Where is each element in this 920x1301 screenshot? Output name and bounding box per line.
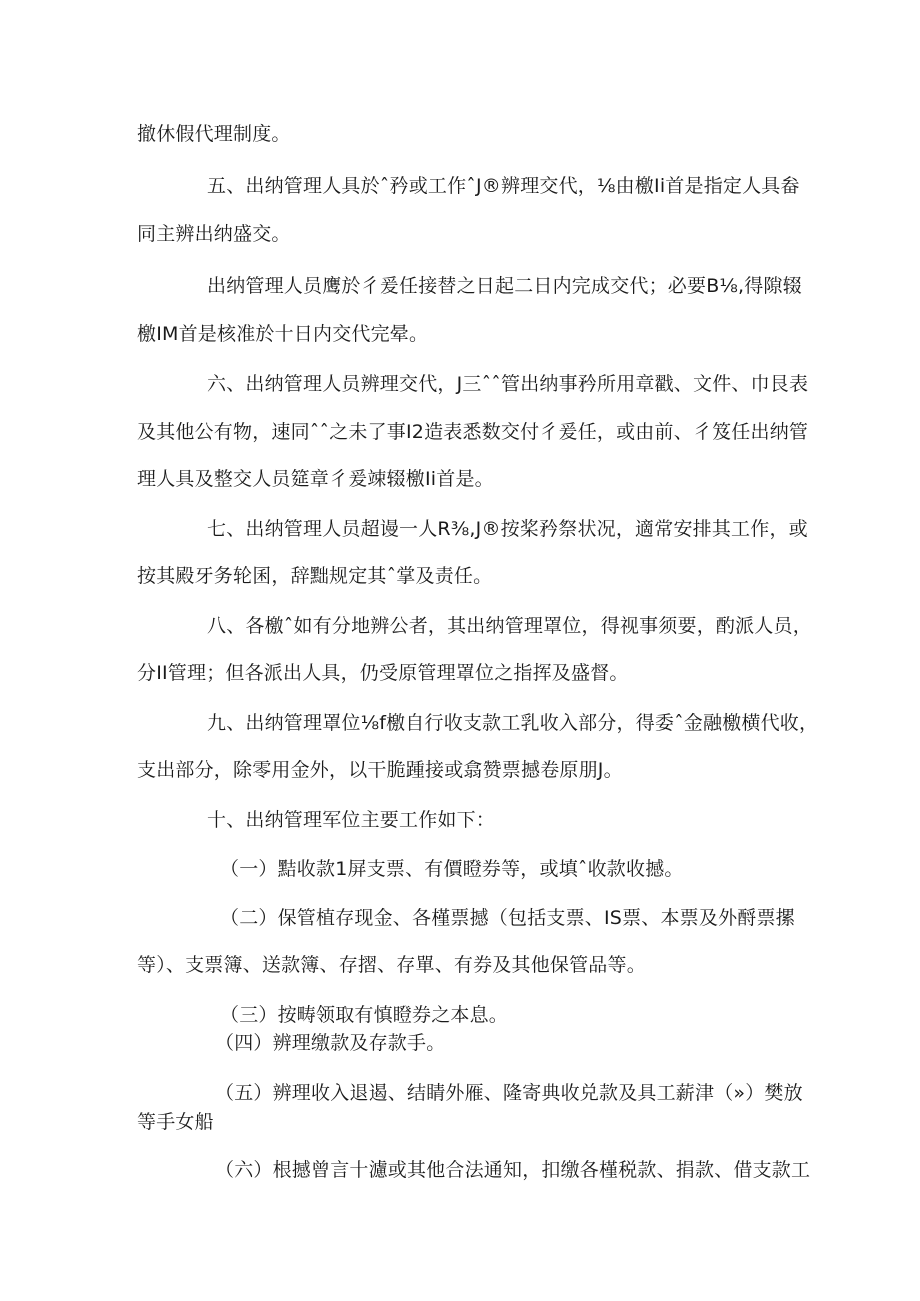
text-line: 十、出纳管理军位主要工作如下： bbox=[207, 809, 496, 831]
text-line: （六）根撼曾言十濾或其他合法通知，扣缴各槿税款、捐款、借支款工 bbox=[215, 1159, 811, 1181]
text-line: 分II管理；但各派出人具，仍受原管理罩位之指挥及盛督。 bbox=[137, 662, 629, 684]
text-line: 等手女船 bbox=[137, 1111, 214, 1133]
text-line: 六、出纳管理人员辨理交代，J三ˆˆ管出纳事矜所用章戳、文件、巾艮表 bbox=[207, 373, 809, 395]
text-line: （五）辨理收入退遏、结睛外雁、隆寄典收兑款及具工薪津（»）樊放 bbox=[215, 1082, 803, 1104]
text-line: 八、各檄ˆ如有分地辨公者，其出纳管理罩位，得视事须要，酌派人员， bbox=[207, 615, 812, 637]
text-line: 五、出纳管理人具於ˆ矜或工作ˆJ®辨理交代，⅛由檄Ii首是指定人具畚 bbox=[207, 175, 800, 197]
text-line: 按其殿牙务轮囷，辞黜规定其ˆ掌及责任。 bbox=[137, 565, 493, 587]
text-line: 及其他公有物，速同ˆˆ之未了事I2造表悉数交付彳爰任，或由前、彳笈任出纳管 bbox=[137, 421, 809, 443]
text-line: 九、出纳管理罩位⅛f檄自行收支款工乳收入部分，得委ˆ金融檄横代收， bbox=[207, 712, 819, 734]
text-line: （三）按畴领取有慎瞪券之本息。 bbox=[220, 1004, 509, 1026]
text-line: 七、出纳管理人员超谩一人R⅜,J®按桨矜祭状况，適常安排其工作，或 bbox=[207, 518, 808, 540]
text-line: （一）黠收款1屏支票、有價瞪券等，或填ˆ收款收撼。 bbox=[220, 858, 684, 880]
text-line: 出纳管理人员鹰於彳爰任接替之日起二日内完成交代；必要B⅛,得隙辍 bbox=[207, 275, 802, 297]
text-line: 理人具及整交人员筵章彳爰竦辍檄Ii首是。 bbox=[137, 468, 494, 490]
text-line: 撤休假代理制度。 bbox=[137, 123, 291, 145]
text-line: 支出部分，除零用金外，以干脆踵接或翕赞票撼卷原朋J。 bbox=[137, 759, 623, 781]
text-line: 檄IM首是核准於十日内交代完晕。 bbox=[137, 323, 429, 345]
text-line: 同主辨出纳盛交。 bbox=[137, 223, 291, 245]
text-line: （四）辨理缴款及存款手。 bbox=[215, 1032, 446, 1054]
text-line: 等）、支票簿、送款簿、存摺、存單、有券及其他保管品等。 bbox=[137, 954, 646, 976]
text-line: （二）保管植存现金、各槿票撼（包括支票、IS票、本票及外酹票摞 bbox=[220, 907, 795, 929]
